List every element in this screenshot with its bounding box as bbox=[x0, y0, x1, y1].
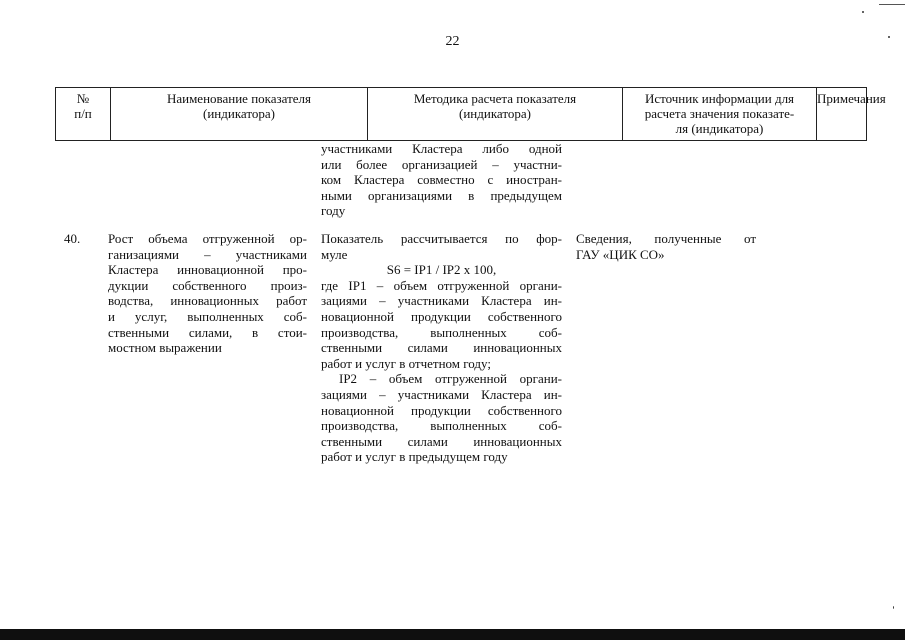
header-number: № п/п bbox=[56, 88, 111, 140]
method-continued: участниками Кластера либо одной или более организацией – участни- ком Кластера совместно с иностран- ными организациями в предыдущем году bbox=[321, 141, 562, 219]
scan-speck bbox=[862, 11, 864, 13]
row-number: 40. bbox=[64, 231, 81, 246]
information-source: Сведения, полученные от ГАУ «ЦИК СО» bbox=[576, 231, 756, 262]
calculation-method: Показатель рассчитывается по фор- муле S6 = IP1 / IP2 x 100, где IP1 – объем отгруженной органи- зациями – участниками Кластера ин- новационной продукции собственного производства, выполненных соб- ственными силами инновационных работ и услуг в отчетном году; IP2 – объем отгруженной органи- зациями – участниками Кластера ин- новационной продукции собственного производства, выполненных соб- ственными силами инновационных работ и услуг в предыдущем году bbox=[321, 231, 562, 465]
table-header bbox=[55, 87, 886, 141]
header-notes: Примечания bbox=[817, 88, 867, 140]
scan-border bbox=[0, 629, 905, 640]
header-calculation-method: Методика расчета показателя (индикатора) bbox=[368, 88, 623, 140]
formula: S6 = IP1 / IP2 x 100, bbox=[386, 262, 497, 278]
page-number: 22 bbox=[445, 34, 460, 49]
indicator-name: Рост объема отгруженной ор- ганизациями – участниками Кластера инновационной про- дукции собственного произ- водства, инновационных работ и услуг, выполненных соб- ственными силами, в стои- мостном выражении bbox=[108, 231, 307, 356]
header-information-source: Источник информации для расчета значения показате- ля (индикатора) bbox=[623, 88, 817, 140]
scan-mark bbox=[879, 4, 905, 5]
header-indicator-name: Наименование показателя (индикатора) bbox=[111, 88, 368, 140]
scan-speck bbox=[888, 36, 890, 38]
scan-speck bbox=[893, 606, 894, 609]
